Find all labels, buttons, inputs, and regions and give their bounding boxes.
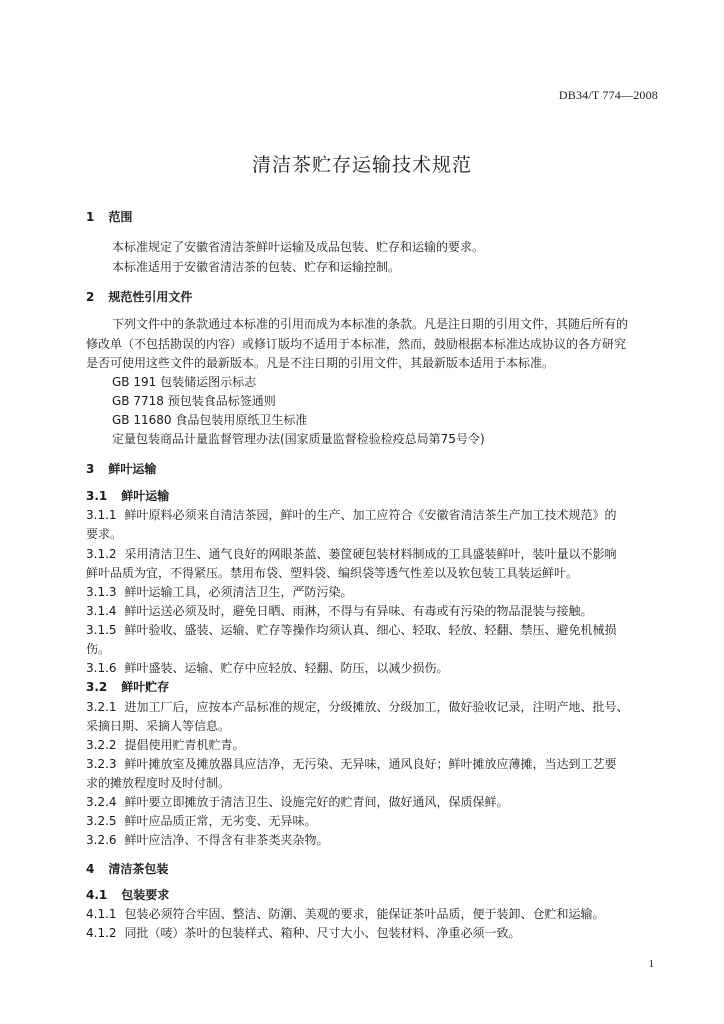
clause-3-1-2-line-1: 3.1.2 采用清洁卫生、通气良好的网眼茶蓝、蒌筐硬包装材料制成的工具盛装鲜叶，装叶量以不影响 (86, 547, 617, 561)
section-1-heading: 1 范围 (86, 210, 133, 224)
section-1-paragraph-2: 本标准适用于安徽省清洁茶的包装、贮存和运输控制。 (112, 260, 401, 274)
clause-3-1-5-line-1: 3.1.5 鲜叶验收、盛装、运输、贮存等操作均须认真、细心、轻取、轻放、轻翻、禁压、避免机械损 (86, 623, 617, 637)
section-4-heading: 4 清洁茶包装 (86, 862, 169, 876)
clause-3-1-6: 3.1.6 鲜叶盛装、运输、贮存中应轻放、轻翻、防压，以减少损伤。 (86, 661, 449, 675)
reference-gb7718: GB 7718 预包装食品标签通则 (112, 394, 276, 408)
clause-4-1-2: 4.1.2 同批（唛）茶叶的包装样式、箱种、尺寸大小、包装材料、净重必须一致。 (86, 926, 521, 940)
section-3-1-heading: 3.1 鲜叶运输 (86, 489, 170, 503)
reference-measurement-rule: 定量包装商品计量监督管理办法(国家质量监督检验检疫总局第75号令) (112, 432, 485, 446)
clause-4-1-1: 4.1.1 包装必须符合牢固、整洁、防潮、美观的要求，能保证茶叶品质，便于装卸、仓贮和运输。 (86, 907, 605, 921)
section-3-2-heading: 3.2 鲜叶贮存 (86, 680, 170, 694)
section-3-heading: 3 鲜叶运输 (86, 462, 157, 476)
clause-3-2-4: 3.2.4 鲜叶要立即摊放于清洁卫生、设施完好的贮青间，做好通风，保质保鲜。 (86, 795, 509, 809)
clause-3-2-3-line-1: 3.2.3 鲜叶摊放室及摊放器具应洁净，无污染、无异味，通风良好；鲜叶摊放应薄摊，当达到工艺要 (86, 757, 617, 771)
section-2-paragraph-line-1: 下列文件中的条款通过本标准的引用而成为本标准的条款。凡是注日期的引用文件，其随后所有的 (112, 317, 629, 331)
document-title: 清洁茶贮存运输技术规范 (251, 154, 472, 176)
section-2-heading: 2 规范性引用文件 (86, 290, 193, 304)
clause-3-1-2-line-2: 鲜叶品质为宜，不得紧压。禁用布袋、塑料袋、编织袋等透气性差以及软包装工具装运鲜叶。 (86, 566, 579, 580)
reference-gb11680: GB 11680 食品包装用原纸卫生标准 (112, 413, 308, 427)
clause-3-1-4: 3.1.4 鲜叶运送必须及时，避免日晒、雨淋，不得与有异味、有毒或有污染的物品混装与接触。 (86, 604, 593, 618)
section-4-1-heading: 4.1 包装要求 (86, 888, 170, 902)
section-2-paragraph-line-2: 修改单（不包括勘误的内容）或修订版均不适用于本标准，然而，鼓励根据本标准达成协议的各方研究 (86, 337, 627, 351)
section-1-paragraph-1: 本标准规定了安徽省清洁茶鲜叶运输及成品包装、贮存和运输的要求。 (112, 240, 485, 254)
page-number: 1 (648, 958, 654, 970)
standard-code: DB34/T 774—2008 (558, 88, 658, 102)
clause-3-2-6: 3.2.6 鲜叶应洁净、不得含有非茶类夹杂物。 (86, 833, 329, 847)
clause-3-2-3-line-2: 求的摊放程度时及时付制。 (86, 776, 231, 790)
clause-3-2-2: 3.2.2 提倡使用贮青机贮青。 (86, 738, 245, 752)
clause-3-1-3: 3.1.3 鲜叶运输工具，必须清洁卫生，严防污染。 (86, 585, 353, 599)
clause-3-1-1-line-1: 3.1.1 鲜叶原料必须来自清洁茶园，鲜叶的生产、加工应符合《安徽省清洁茶生产加工技术规范》的 (86, 508, 617, 522)
clause-3-2-1-line-2: 采摘日期、采摘人等信息。 (86, 719, 231, 733)
clause-3-2-1-line-1: 3.2.1 进加工厂后，应按本产品标准的规定，分级摊放、分级加工，做好验收记录，注明产地、批号、 (86, 700, 629, 714)
clause-3-2-5: 3.2.5 鲜叶应品质正常，无劣变、无异味。 (86, 814, 317, 828)
clause-3-1-1-line-2: 要求。 (86, 527, 123, 541)
section-2-paragraph-line-3: 是否可使用这些文件的最新版本。凡是不注日期的引用文件，其最新版本适用于本标准。 (86, 356, 555, 370)
reference-gb191: GB 191 包装储运图示标志 (112, 375, 257, 389)
clause-3-1-5-line-2: 伤。 (86, 642, 111, 656)
